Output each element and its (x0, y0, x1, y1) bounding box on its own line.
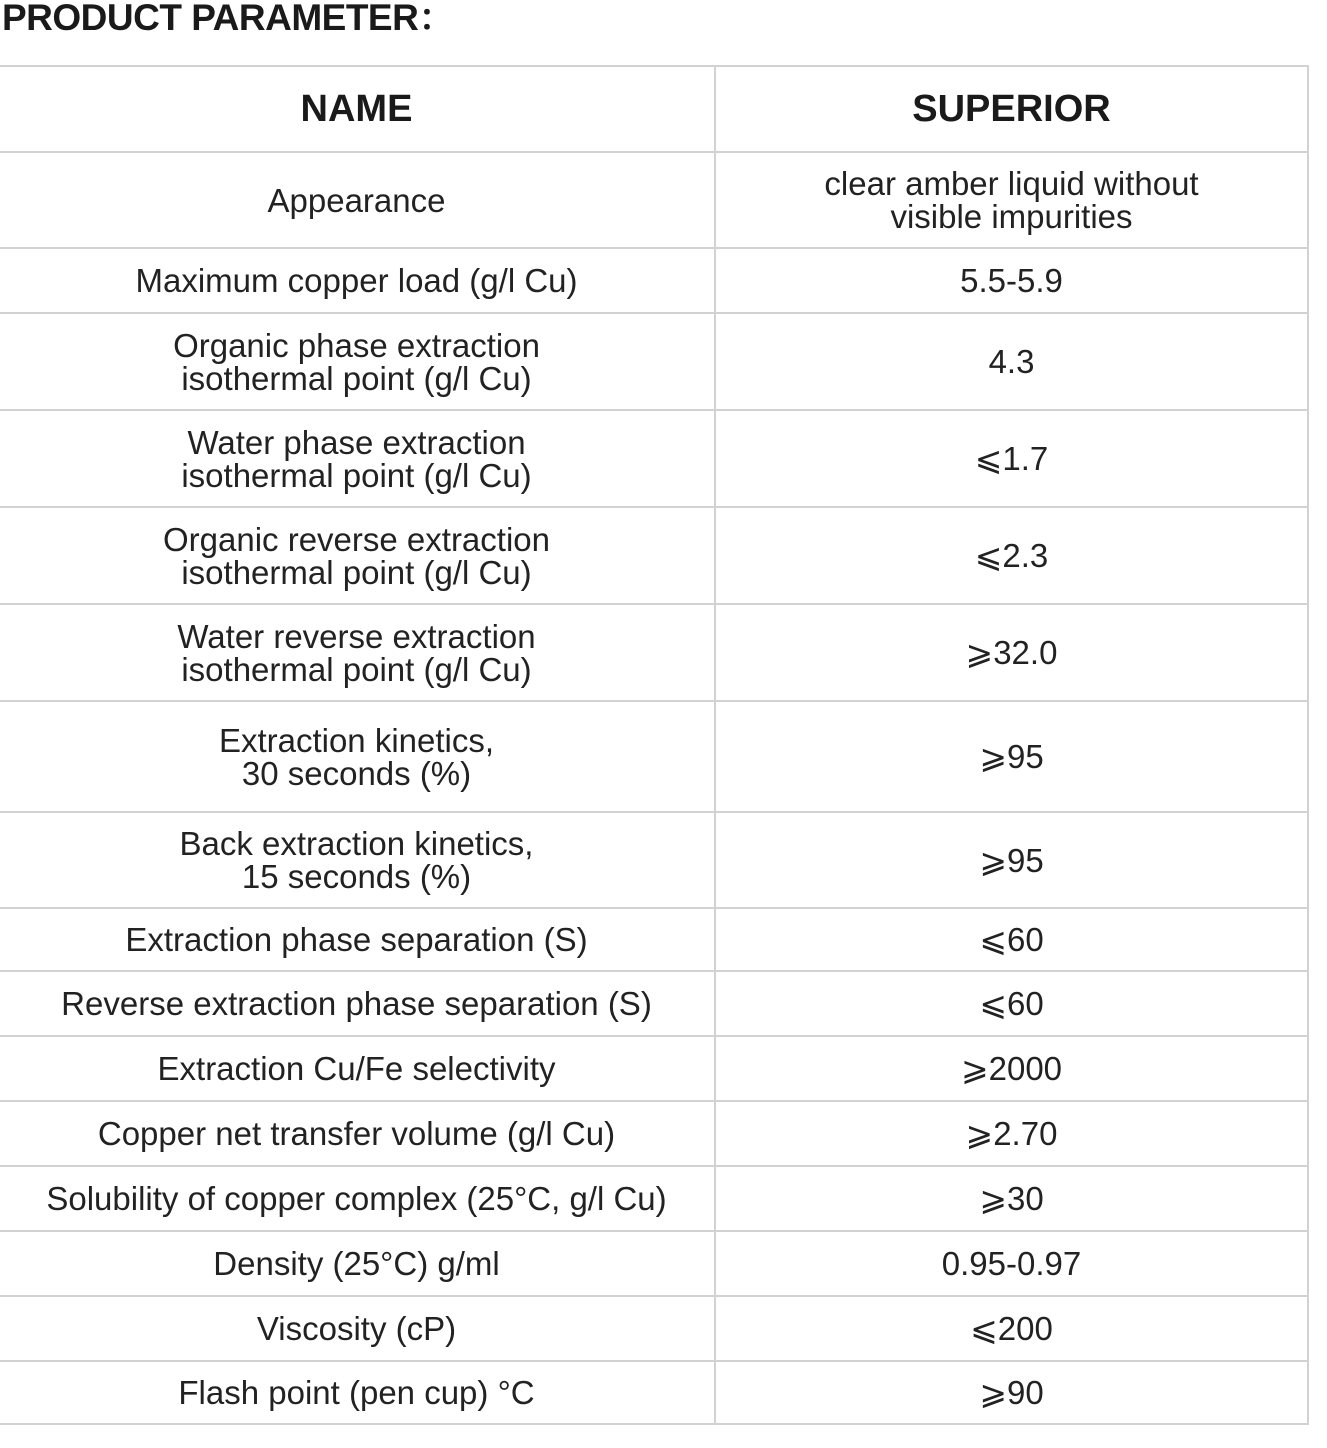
parameter-value-text: ⩽1.7 (974, 440, 1049, 477)
parameter-name-text: Flash point (pen cup) °C (178, 1374, 535, 1411)
table-row (0, 1101, 1308, 1166)
parameter-name (0, 1361, 715, 1424)
parameter-name (0, 1296, 715, 1361)
parameter-name-text: Water reverse extraction isothermal point (g/l Cu) (177, 617, 536, 688)
parameter-name-text: Reverse extraction phase separation (S) (61, 985, 652, 1022)
parameter-name-text: Viscosity (cP) (256, 1310, 457, 1347)
parameter-name-text: Solubility of copper complex (25°C, g/l Cu) (46, 1180, 667, 1217)
parameter-value-text: 4.3 (988, 343, 1035, 380)
parameter-value (715, 1296, 1308, 1361)
parameter-name (0, 1166, 715, 1231)
column-header-name: NAME (0, 66, 715, 152)
parameter-value (715, 971, 1308, 1036)
product-parameter-table (0, 65, 1309, 1425)
parameter-name-text: Extraction Cu/Fe selectivity (157, 1050, 556, 1087)
parameter-name (0, 971, 715, 1036)
parameter-name (0, 812, 715, 908)
parameter-name (0, 604, 715, 701)
parameter-value (715, 1101, 1308, 1166)
table-row (0, 1166, 1308, 1231)
parameter-value (715, 701, 1308, 812)
table-row (0, 152, 1308, 248)
parameter-name (0, 248, 715, 313)
parameter-value (715, 1231, 1308, 1296)
parameter-value-text: ⩽200 (970, 1310, 1053, 1347)
parameter-value (715, 507, 1308, 604)
parameter-name (0, 1101, 715, 1166)
parameter-name (0, 507, 715, 604)
parameter-name-text: Extraction phase separation (S) (125, 921, 588, 958)
parameter-value (715, 604, 1308, 701)
table-row (0, 971, 1308, 1036)
parameter-name-text: Extraction kinetics, 30 seconds (%) (218, 721, 495, 792)
parameter-value-text: ⩾30 (979, 1180, 1044, 1217)
parameter-value-text: ⩾90 (979, 1374, 1044, 1411)
column-header-superior: SUPERIOR (715, 66, 1308, 152)
parameter-value-text: ⩾32.0 (965, 634, 1058, 671)
table-header-row (0, 66, 1308, 152)
parameter-name (0, 410, 715, 507)
parameter-name-text: Copper net transfer volume (g/l Cu) (97, 1115, 616, 1152)
parameter-value (715, 1036, 1308, 1101)
table-row (0, 908, 1308, 971)
parameter-value (715, 1361, 1308, 1424)
table-row (0, 248, 1308, 313)
parameter-name-text: Maximum copper load (g/l Cu) (135, 262, 578, 299)
parameter-value (715, 410, 1308, 507)
parameter-name-text: Appearance (267, 181, 446, 219)
parameter-name (0, 1036, 715, 1101)
parameter-value (715, 812, 1308, 908)
parameter-value-text: ⩾95 (979, 841, 1044, 879)
parameter-name-text: Organic phase extraction isothermal point (g/l Cu) (173, 326, 540, 397)
table-row (0, 1296, 1308, 1361)
parameter-value-text: ⩾2000 (960, 1050, 1063, 1087)
parameter-name-text: Density (25°C) g/ml (213, 1245, 500, 1282)
parameter-value-text: ⩽2.3 (974, 537, 1049, 574)
table-row (0, 313, 1308, 410)
parameter-value (715, 1166, 1308, 1231)
parameter-name (0, 908, 715, 971)
page-title: PRODUCT PARAMETER： (2, 0, 455, 38)
parameter-value (715, 152, 1308, 248)
table-row (0, 1361, 1308, 1424)
table-row (0, 701, 1308, 812)
parameter-value-text: ⩾95 (979, 738, 1044, 775)
parameter-value-text: clear amber liquid without visible impurities (824, 165, 1199, 235)
table-row (0, 1036, 1308, 1101)
parameter-value-text: ⩽60 (979, 985, 1044, 1022)
parameter-name-text: Organic reverse extraction isothermal point (g/l Cu) (163, 520, 550, 591)
parameter-value-text: 5.5-5.9 (960, 262, 1063, 299)
table-row (0, 410, 1308, 507)
parameter-name (0, 1231, 715, 1296)
parameter-value-text: ⩾2.70 (965, 1115, 1058, 1152)
table-row (0, 507, 1308, 604)
parameter-value-text: 0.95-0.97 (941, 1245, 1082, 1282)
table-row (0, 604, 1308, 701)
parameter-value (715, 908, 1308, 971)
parameter-name-text: Back extraction kinetics, 15 seconds (%) (179, 825, 534, 895)
table-row (0, 1231, 1308, 1296)
table-row (0, 812, 1308, 908)
parameter-value (715, 248, 1308, 313)
parameter-name (0, 701, 715, 812)
parameter-name (0, 152, 715, 248)
parameter-name (0, 313, 715, 410)
parameter-value-text: ⩽60 (979, 921, 1044, 958)
parameter-name-text: Water phase extraction isothermal point (g/l Cu) (181, 423, 532, 494)
parameter-value (715, 313, 1308, 410)
